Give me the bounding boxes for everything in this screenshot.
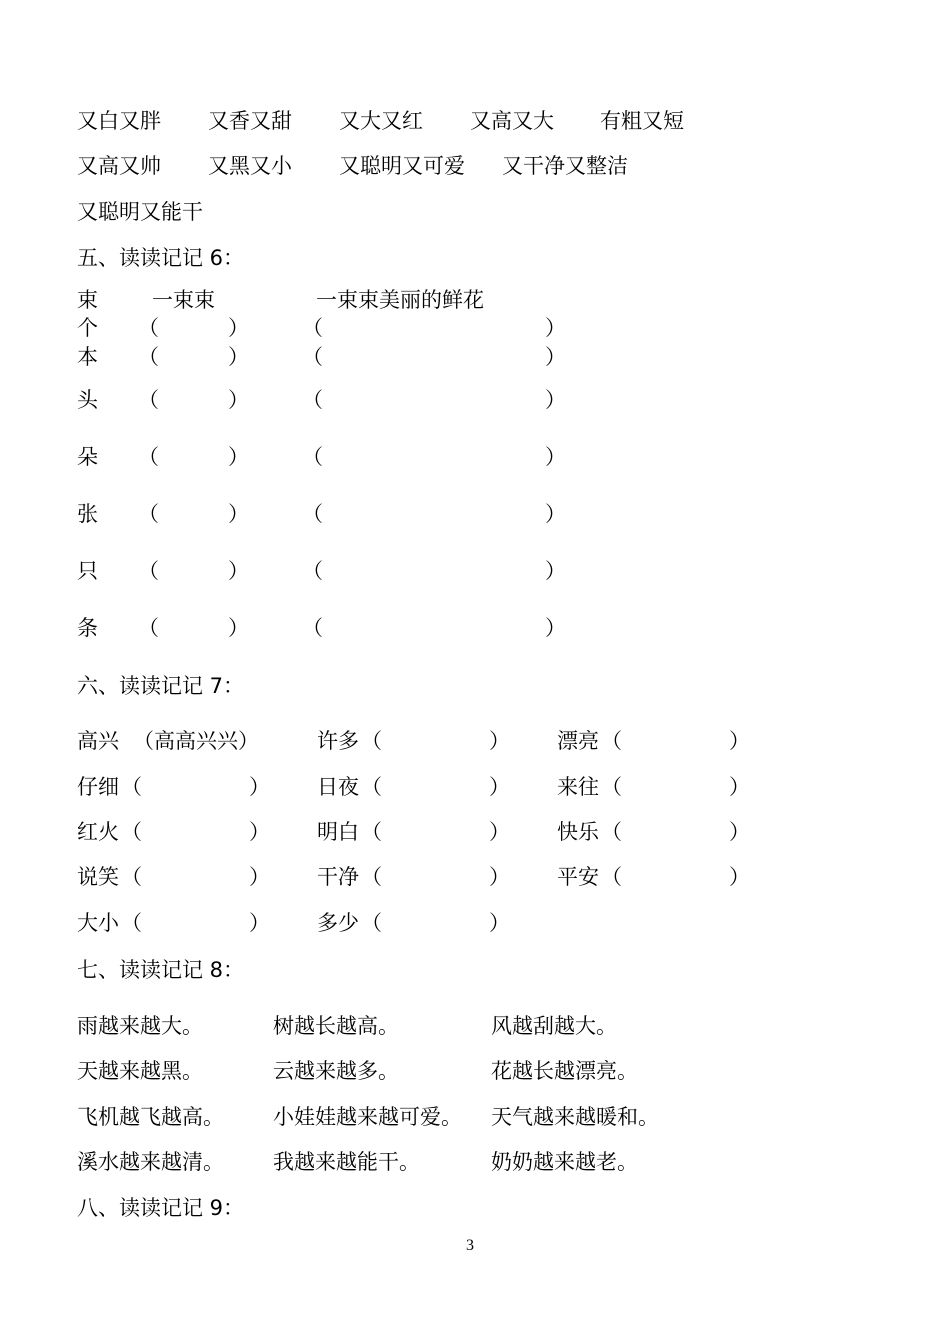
phrase: 又高又帅 <box>77 154 161 178</box>
word: 说笑 <box>77 865 119 889</box>
page-number: 3 <box>466 1237 474 1254</box>
open-paren: （ <box>361 775 382 799</box>
close-paren: ） <box>489 820 510 844</box>
row-char: 个 <box>77 316 98 340</box>
close-paren: ） <box>228 616 249 640</box>
phrase: 又香又甜 <box>208 109 292 133</box>
row-char: 张 <box>77 502 98 526</box>
open-paren: （ <box>601 729 622 753</box>
word: 日夜 <box>317 775 359 799</box>
row-char: 条 <box>77 616 98 640</box>
example-word: 一束束 <box>152 288 215 312</box>
close-paren: ） <box>545 559 566 583</box>
phrase: 又黑又小 <box>208 154 292 178</box>
close-paren: ） <box>489 729 510 753</box>
sentence: 风越刮越大。 <box>491 1014 617 1038</box>
open-paren: （ <box>302 616 323 640</box>
open-paren: （ <box>601 820 622 844</box>
close-paren: ） <box>545 616 566 640</box>
sentence: 树越长越高。 <box>273 1014 399 1038</box>
open-paren: （ <box>138 445 159 469</box>
section-heading: 七、读读记记 8： <box>77 958 245 982</box>
row-char: 本 <box>77 345 98 369</box>
open-paren: （ <box>138 388 159 412</box>
open-paren: （ <box>302 345 323 369</box>
open-paren: （ <box>361 865 382 889</box>
open-paren: （ <box>302 559 323 583</box>
open-paren: （ <box>302 388 323 412</box>
close-paren: ） <box>545 316 566 340</box>
open-paren: （ <box>138 502 159 526</box>
phrase: 又干净又整洁 <box>502 154 628 178</box>
close-paren: ） <box>545 388 566 412</box>
open-paren: （ <box>138 559 159 583</box>
close-paren: ） <box>545 445 566 469</box>
phrase: 又聪明又能干 <box>77 200 203 224</box>
close-paren: ） <box>249 775 270 799</box>
close-paren: ） <box>228 559 249 583</box>
sentence: 我越来越能干。 <box>273 1150 420 1174</box>
open-paren: （ <box>601 775 622 799</box>
open-paren: （ <box>121 911 142 935</box>
close-paren: ） <box>729 775 750 799</box>
sentence: 飞机越飞越高。 <box>77 1105 224 1129</box>
open-paren: （ <box>361 820 382 844</box>
sentence: 雨越来越大。 <box>77 1014 203 1038</box>
word: 平安 <box>557 865 599 889</box>
open-paren: （ <box>138 616 159 640</box>
phrase: 有粗又短 <box>600 109 684 133</box>
close-paren: ） <box>489 775 510 799</box>
open-paren: （ <box>302 316 323 340</box>
close-paren: ） <box>228 316 249 340</box>
sentence: 溪水越来越清。 <box>77 1150 224 1174</box>
example-answer: （高高兴兴） <box>133 729 259 753</box>
close-paren: ） <box>545 345 566 369</box>
example-word: 高兴 <box>77 729 119 753</box>
close-paren: ） <box>489 865 510 889</box>
sentence: 天气越来越暖和。 <box>491 1105 659 1129</box>
close-paren: ） <box>729 820 750 844</box>
open-paren: （ <box>121 775 142 799</box>
close-paren: ） <box>249 911 270 935</box>
open-paren: （ <box>121 820 142 844</box>
close-paren: ） <box>228 502 249 526</box>
phrase: 又大又红 <box>339 109 423 133</box>
sentence: 花越长越漂亮。 <box>491 1059 638 1083</box>
word: 明白 <box>317 820 359 844</box>
word: 干净 <box>317 865 359 889</box>
open-paren: （ <box>361 911 382 935</box>
phrase: 又聪明又可爱 <box>339 154 465 178</box>
open-paren: （ <box>302 445 323 469</box>
open-paren: （ <box>601 865 622 889</box>
row-char: 朵 <box>77 445 98 469</box>
close-paren: ） <box>228 388 249 412</box>
word: 来往 <box>557 775 599 799</box>
word: 红火 <box>77 820 119 844</box>
section-heading: 五、读读记记 6： <box>77 246 245 270</box>
sentence: 天越来越黑。 <box>77 1059 203 1083</box>
row-char: 头 <box>77 388 98 412</box>
close-paren: ） <box>545 502 566 526</box>
close-paren: ） <box>249 865 270 889</box>
word: 快乐 <box>557 820 599 844</box>
close-paren: ） <box>228 345 249 369</box>
sentence: 云越来越多。 <box>273 1059 399 1083</box>
phrase: 又白又胖 <box>77 109 161 133</box>
close-paren: ） <box>729 729 750 753</box>
sentence: 小娃娃越来越可爱。 <box>273 1105 462 1129</box>
open-paren: （ <box>302 502 323 526</box>
section-heading: 八、读读记记 9： <box>77 1196 245 1220</box>
section-heading: 六、读读记记 7： <box>77 674 245 698</box>
example-phrase: 一束束美丽的鲜花 <box>316 288 484 312</box>
word: 漂亮 <box>557 729 599 753</box>
word: 大小 <box>77 911 119 935</box>
open-paren: （ <box>138 316 159 340</box>
sentence: 奶奶越来越老。 <box>491 1150 638 1174</box>
close-paren: ） <box>228 445 249 469</box>
close-paren: ） <box>249 820 270 844</box>
open-paren: （ <box>138 345 159 369</box>
close-paren: ） <box>729 865 750 889</box>
phrase: 又高又大 <box>470 109 554 133</box>
word: 许多 <box>317 729 359 753</box>
close-paren: ） <box>489 911 510 935</box>
open-paren: （ <box>361 729 382 753</box>
word: 多少 <box>317 911 359 935</box>
example-char: 束 <box>77 288 98 312</box>
word: 仔细 <box>77 775 119 799</box>
row-char: 只 <box>77 559 98 583</box>
open-paren: （ <box>121 865 142 889</box>
